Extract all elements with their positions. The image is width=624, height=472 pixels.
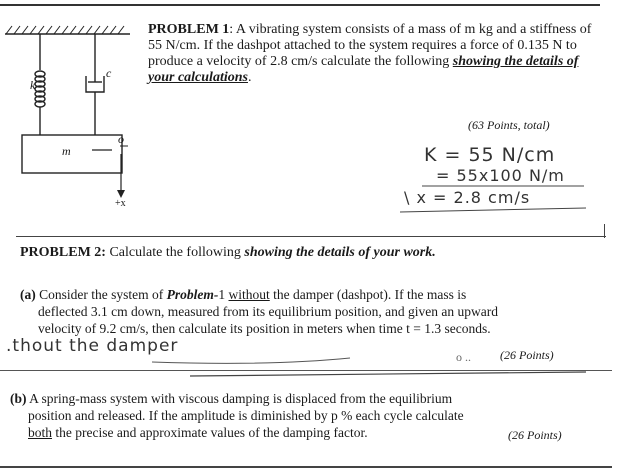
- problem1-heading: PROBLEM 1: [148, 22, 230, 37]
- handwritten-stiffness: K = 55 N/cm: [424, 144, 556, 166]
- spring-label: k: [30, 78, 36, 92]
- part-a-points: (26 Points): [500, 348, 554, 362]
- handwritten-conversion: = 55x100 N/m: [436, 166, 565, 185]
- stray-dots: o ..: [456, 350, 471, 364]
- bottom-rule: [0, 466, 612, 468]
- handwritten-velocity: \ x = 2.8 cm/s: [404, 188, 531, 207]
- problem1-emphasis: showing the details of your calculations: [148, 54, 579, 85]
- handwritten-margin-note: .thout the damper: [6, 336, 179, 356]
- part-b: (b) A spring-mass system with viscous damping is displaced from the equilibrium position and released. If the amplitude is diminished by p % each cycle calculate both the precise and approximate values of the damping factor.: [10, 391, 464, 440]
- spring-damper-diagram: [0, 20, 150, 220]
- part-a: (a) Consider the system of Problem-1 without the damper (dashpot). If the mass is deflected 3.1 cm down, measured from its equilibrium position, and given an upward velocity of 9.2 cm/s, then calculate its position in meters when time t = 1.3 seconds.: [20, 287, 499, 336]
- problem-ref: Problem-: [166, 287, 219, 302]
- handwritten-bracket: [396, 182, 596, 216]
- axis-label: +x: [115, 198, 126, 209]
- part-a-label: (a): [20, 287, 36, 302]
- origin-label: o: [118, 132, 124, 146]
- section-divider: [16, 236, 606, 237]
- problem2-emphasis: showing the details of your work.: [244, 245, 436, 260]
- part-b-points: (26 Points): [508, 428, 562, 442]
- problem1-points: (63 Points, total): [468, 118, 550, 132]
- mass-block: [22, 135, 122, 173]
- problem1-text: PROBLEM 1: A vibrating system consists of a mass of m kg and a stiffness of 55 N/cm. If the dashpot attached to the system requires a force of 0.135 N to produce a velocity of 2.8 cm/s calculate the following showing the details of your calculations.: [148, 22, 592, 85]
- part-divider: [0, 370, 612, 371]
- damper-label: c: [106, 66, 112, 80]
- top-rule: [0, 4, 600, 6]
- mass-label: m: [62, 144, 71, 158]
- problem2-heading-line: PROBLEM 2: Calculate the following showing the details of your work.: [20, 245, 436, 260]
- dashpot: [86, 34, 104, 135]
- problem2-heading: PROBLEM 2:: [20, 245, 106, 260]
- part-b-label: (b): [10, 391, 27, 406]
- spring: [35, 34, 45, 135]
